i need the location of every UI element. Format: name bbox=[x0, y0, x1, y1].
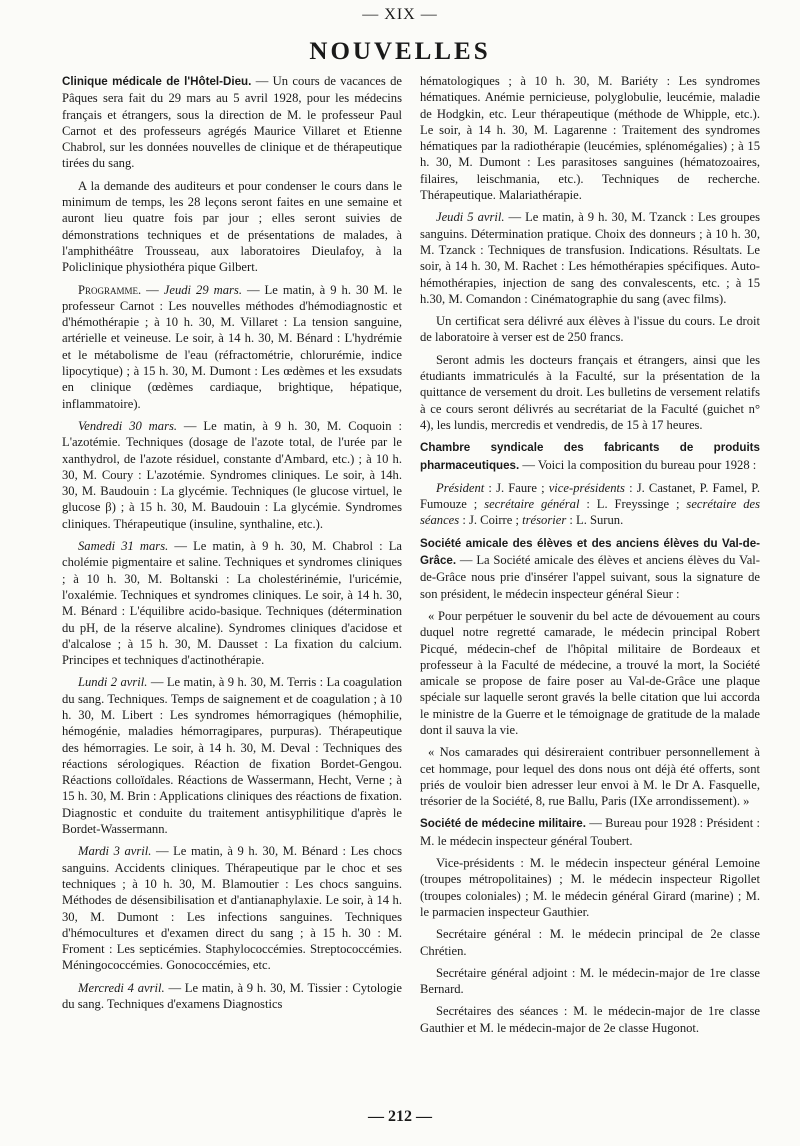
monday-text: — Le matin, à 9 h. 30, M. Terris : La coagulation du sang. Techniques. Temps de saignement et de coagulation ; à 10 h. 30, M. Libert : Les syndromes hémorragiques (hémophilie, hémogénie, maladies hémorragipares, purpuras). Thérapeutique des hémorragies. Le soir, à 14 h. 30, M. Deval : Techniques des réactions sérologiques. Réaction de fixation Bordet-Gengou. Réactions colloïdales. Réactions de Wassermann, Hecht, Verne ; à 15 h. 30, M. Brin : Applications cliniques des réactions de fixation. Diagnostic et conduite du traitement antisyphilitique d'après le Bordet-Wassermann. bbox=[62, 675, 403, 837]
secretary-general: Secrétaire général : M. le médecin principal de 2e classe Chrétien. bbox=[420, 927, 760, 958]
wednesday-text: — Le matin, à 9 h. 30, M. Tissier : Cytologie du sang. Techniques d'examens Diagnostics bbox=[62, 980, 402, 1012]
friday-label: Vendredi 30 mars. bbox=[78, 418, 178, 433]
medecine-militaire-president: — Bureau pour 1928 : Président : M. le médecin inspecteur général Toubert. bbox=[420, 816, 760, 848]
wednesday-label: Mercredi 4 avril. bbox=[78, 980, 165, 995]
page-roman-numeral: — XIX — bbox=[362, 6, 438, 23]
friday-text: — Le matin, à 9 h. 30, M. Coquoin : L'azotémie. Techniques (dosage de l'azote total, de l'urée par le xanthydrol, de l'azote résiduel, constante d'Ambard, etc.) ; à 10 h. 30, M. Coury : L'azotémie. Syndromes cliniques. Le soir, à 14h. 30, M. Baudouin : La glycémie. Techniques (le glucose virtuel, le glucose β) ; à 15 h. 30, M. Baudouin : La glycémie. Syndromes cliniques. Thérapeutique (insuline, synthaline, etc.). bbox=[62, 418, 402, 531]
left-column bbox=[62, 73, 402, 1042]
program-monday bbox=[62, 674, 402, 837]
two-column-body bbox=[62, 73, 760, 1042]
amicale-heading: Société amicale des élèves et des anciens élèves du Val-de-Grâce. bbox=[420, 536, 760, 568]
saturday-label: Samedi 31 mars. bbox=[78, 539, 169, 554]
vice-presidents: Vice-présidents : M. le médecin inspecteur général Lemoine (troupes métropolitaines) ; M. le médecin inspecteur Rigollet (troupes coloniales) ; M. le médecin général Girard (marine) ; M. le parmacien inspecteur Gauthier. bbox=[420, 856, 760, 919]
program-tuesday bbox=[62, 843, 402, 973]
bureau-intro: — Voici la composition du bureau pour 1928 : bbox=[519, 457, 757, 472]
tuesday-text: — Le matin, à 9 h. 30, M. Bénard : Les chocs sanguins. Accidents cliniques. Thérapeutique par le choc et ses techniques ; à 10 h. 30, M. Blamoutier : Les chocs sanguins. Méthodes de désensibilisation et d'antianaphylaxie. Le soir, à 14 h. 30, M. Dumont : Les infections sanguines. Techniques d'hémocultures et d'examen direct du sang ; à 15 h. 30 : M. Froment : Les septicémies. Staphylococcémies. Streptococcémies. Méningococcémies. Gonococcémies, etc. bbox=[62, 844, 402, 973]
session-secretaries: Secrétaires des séances : M. le médecin-major de 1re classe Gauthier et M. le médecin-major de 2e classe Hugonot. bbox=[420, 1004, 760, 1035]
page-number: — 212 — bbox=[368, 1108, 432, 1125]
president-name: : J. Faure ; bbox=[484, 480, 549, 495]
wednesday-continued: hématologiques ; à 10 h. 30, M. Bariéty : Les syndromes hématiques. Anémie pernicieuse, polyglobulie, leucémie, maladie de Hodgkin, etc. Leur thérapeutique (méthode de Whipple, etc.). Le soir, à 14 h. 30, M. Lagarenne : Traitement des syndromes hématiques par la radiothérapie (leucémies, splénomégalies) ; à 15 h. 30, M. Dumont : Les parasitoses sanguines (hématozoaires, filaires, leischmania, etc.). Techniques de recherche. Thérapeutique. Malariathérapie. bbox=[420, 74, 760, 203]
hotel-dieu-paragraph bbox=[62, 73, 402, 172]
page-title: NOUVELLES bbox=[309, 38, 491, 65]
thursday5-label: Jeudi 5 avril. bbox=[436, 210, 505, 225]
appeal-quote-1: « Pour perpétuer le souvenir du bel acte de dévouement au cours duquel notre regretté camarade, le médecin principal Robert Picqué, médecin-chef de l'hôpital militaire de Bordeaux et professeur à la Faculté de médecine, a trouvé la mort, la Société amicale se propose de faire poser au Val-de-Grâce une plaque spéciale sur laquelle seront gravés la belle citation que lui accorda le ministre de la Guerre et le témoignage de gratitude de la malade dont il sauva la vie. bbox=[420, 608, 760, 737]
appeal-quote-2: « Nos camarades qui désireraient contribuer personnellement à cet hommage, pour lequel des dons nous ont déjà été offerts, sont priés de vouloir bien adresser leur envoi à M. le Dr A. Fasquelle, trésorier de la Société, 8, rue Ballu, Paris (IXe arrondissement). » bbox=[420, 745, 760, 809]
president-label: Président bbox=[436, 480, 485, 495]
medecine-militaire-paragraph bbox=[420, 815, 760, 849]
course-paragraph: A la demande des auditeurs et pour condenser le cours dans le minimum de temps, les 28 leçons seront faites en une semaine et auront lieu quatre fois par jour ; elles seront suivies de démonstrations techniques et de présentations de malades, à l'amphithéâtre Trousseau, aux laboratoires Dieulafoy, à la Policlinique physiothéra pique Gilbert. bbox=[62, 178, 402, 275]
certificate-paragraph: Un certificat sera délivré aux élèves à l'issue du cours. Le droit de laboratoire à verser est de 250 francs. bbox=[420, 314, 760, 345]
bureau-members bbox=[420, 480, 760, 529]
vp-names: : J. Castanet, P. Famel, P. Fumouze ; bbox=[420, 480, 761, 512]
program-label: Programme. bbox=[78, 282, 142, 297]
amicale-text: — La Société amicale des élèves et anciens élèves du Val-de-Grâce nous prie d'insérer l'appel suivant, sous la signature de son président, le médecin inspecteur général Sieur : bbox=[420, 553, 760, 601]
amicale-paragraph bbox=[420, 535, 760, 602]
program-saturday bbox=[62, 538, 402, 668]
secretary-general-adjoint: Secrétaire général adjoint : M. le médecin-major de 1re classe Bernard. bbox=[420, 965, 760, 997]
sg-name: : L. Freyssinge ; bbox=[579, 497, 687, 512]
treasurer-name: : L. Surun. bbox=[566, 513, 624, 528]
hotel-dieu-text: — Un cours de vacances de Pâques sera fait du 29 mars au 5 avril 1928, pour les médecins français et étrangers, sous la direction de M. le professeur Paul Carnot et des professeurs agrégés Maurice Villaret et Etienne Chabrol, sur les données nouvelles de clinique et de thérapeutique tirées du sang. bbox=[62, 74, 403, 171]
sg-label: secrétaire général bbox=[484, 497, 580, 512]
program-thursday-5 bbox=[420, 209, 760, 307]
tuesday-label: Mardi 3 avril. bbox=[78, 844, 152, 859]
monday-label: Lundi 2 avril. bbox=[78, 675, 148, 690]
program-thursday: Programme. — Jeudi 29 mars. — Le matin, à 9 h. 30 M. le professeur Carnot : Les nouvelles méthodes d'hémodiagnostic et d'hémothérapie ; à 10 h. 30, M. Villaret : La tension sanguine, artérielle et veineuse. Le soir, à 14 h. 30, M. Bénard : L'hydrémie et le métabolisme de l'eau (réfractométrie, chlorurémie, indice lipocytique) ; à 15 h. 30, M. Dumont : Les œdèmes et les exsudats en clinique (œdèmes cardiaque, brightique, hépatique, inflammatoire). bbox=[62, 282, 402, 411]
thursday5-text: — Le matin, à 9 h. 30, M. Tzanck : Les groupes sanguins. Détermination pratique. Choix des donneurs ; à 10 h. 30, M. Tzanck : Techniques de transfusion. Indications. Résultats. Le soir, à 14 h. 30, M. Rachet : Les hémothérapies spécifiques. Auto-hémothérapies, injection de sang des convalescents, etc. ; à 15 h.30, M. Comandon : Cinématographie du sang (avec films). bbox=[420, 210, 760, 306]
program-text: — Le matin, à 9 h. 30 M. le professeur Carnot : Les nouvelles méthodes d'hémodiagnostic et d'hémothérapie ; à 10 h. 30, M. Villaret : La tension sanguine, artérielle et veineuse. Le soir, à 14 h. 30, M. Bénard : L'hydrémie et le métabolisme de l'eau (réfractométrie, chlorurémie, indice lipocytique) ; à 15 h. 30, M. Dumont : Les œdèmes et les exsudats en clinique (œdèmes cardiaque, brightique, hépatique, inflammatoire). bbox=[62, 282, 402, 411]
program-friday bbox=[62, 418, 402, 532]
ss-label: secrétaire des séances bbox=[420, 497, 761, 528]
admission-paragraph: Seront admis les docteurs français et étrangers, ainsi que les étudiants immatriculés à la Faculté, sur la présentation de la quittance de versement du droit. Les bulletins de versement relatifs à ce cours seront délivrés au secrétariat de la Faculté (guichet n° 4), les lundis, mercredis et vendredis, de 15 à 17 heures. bbox=[420, 352, 760, 432]
hotel-dieu-heading: Clinique médicale de l'Hôtel-Dieu. bbox=[62, 75, 252, 88]
treasurer-label: trésorier bbox=[522, 513, 567, 528]
medecine-militaire-heading: Société de médecine militaire. bbox=[420, 817, 586, 831]
program-day-label: Jeudi 29 mars. bbox=[163, 282, 242, 297]
program-wednesday bbox=[62, 980, 402, 1013]
vp-label: vice-présidents bbox=[548, 480, 625, 495]
ss-name: : J. Coirre ; bbox=[459, 513, 523, 528]
right-column bbox=[420, 73, 760, 1042]
chambre-syndicale-heading: Chambre syndicale des fabricants de produits pharmaceutiques. bbox=[420, 441, 760, 472]
chambre-syndicale-paragraph bbox=[420, 439, 760, 474]
saturday-text: — Le matin, à 9 h. 30, M. Chabrol : La cholémie pigmentaire et saline. Techniques et syndromes cliniques ; à 10 h. 30, M. Boltanski : La cholestérinémie, l'uricémie, l'oxalémie. Techniques et syndromes cliniques. Le soir, à 14 h. 30, M. Bénard : L'équilibre acido-basique. Techniques (détermination du pH, de la réserve alcaline). Syndromes cliniques d'acidose et d'alcalose ; à 15 h. 30, M. Dausset : La fixation du calcium. Principes et techniques d'actinothérapie. bbox=[62, 539, 402, 668]
